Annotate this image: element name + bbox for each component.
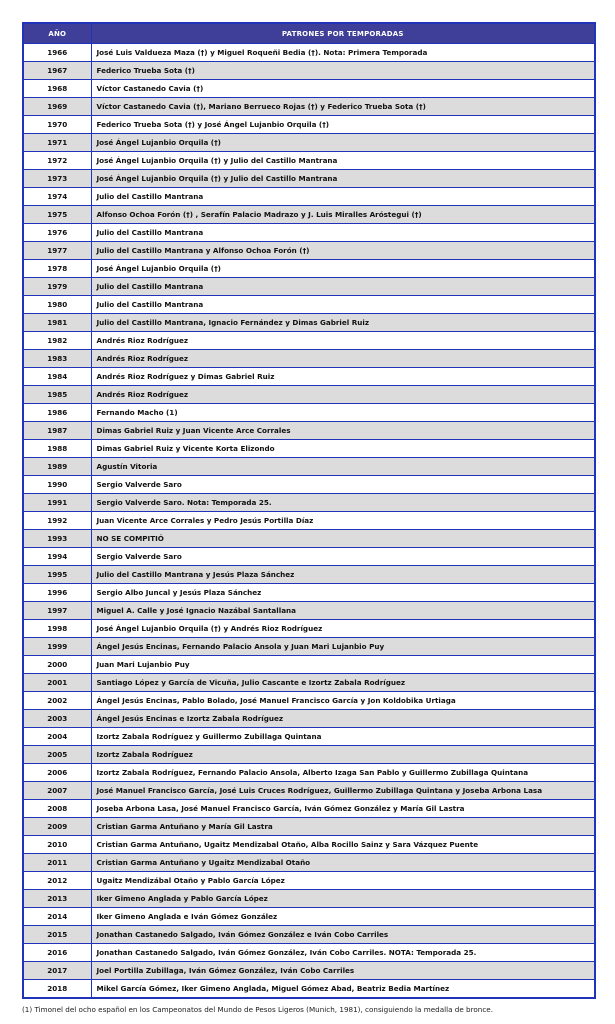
table-row <box>23 152 595 170</box>
table-row <box>23 710 595 728</box>
row-year: 1994 <box>23 548 91 566</box>
table-row <box>23 980 595 999</box>
row-year: 1975 <box>23 206 91 224</box>
row-patrons: Sergio Albo Juncal y Jesús Plaza Sánchez <box>91 584 595 602</box>
row-patrons: Juan Vicente Arce Corrales y Pedro Jesús Portilla Díaz <box>91 512 595 530</box>
table-row <box>23 134 595 152</box>
row-year: 2002 <box>23 692 91 710</box>
row-patrons: Ángel Jesús Encinas, Fernando Palacio Ansola y Juan Mari Lujanbio Puy <box>91 638 595 656</box>
row-year: 1990 <box>23 476 91 494</box>
row-patrons: Julio del Castillo Mantrana <box>91 296 595 314</box>
row-patrons: José Manuel Francisco García, José Luis Cruces Rodríguez, Guillermo Zubillaga Quintana y Joseba Arbona Lasa <box>91 782 595 800</box>
row-patrons: Izortz Zabala Rodríguez <box>91 746 595 764</box>
row-year: 2001 <box>23 674 91 692</box>
row-patrons: Joseba Arbona Lasa, José Manuel Francisco García, Iván Gómez González y María Gil Lastra <box>91 800 595 818</box>
table-row <box>23 296 595 314</box>
table-row <box>23 872 595 890</box>
row-year: 2004 <box>23 728 91 746</box>
row-year: 2000 <box>23 656 91 674</box>
row-year: 2013 <box>23 890 91 908</box>
table-row <box>23 548 595 566</box>
table-row <box>23 350 595 368</box>
row-year: 1979 <box>23 278 91 296</box>
row-patrons: Jonathan Castanedo Salgado, Iván Gómez González, Iván Cobo Carriles. NOTA: Temporada 25. <box>91 944 595 962</box>
row-year: 1985 <box>23 386 91 404</box>
table-row <box>23 476 595 494</box>
table-row <box>23 818 595 836</box>
row-patrons: Dimas Gabriel Ruiz y Juan Vicente Arce Corrales <box>91 422 595 440</box>
row-year: 2018 <box>23 980 91 999</box>
row-year: 1983 <box>23 350 91 368</box>
row-year: 1971 <box>23 134 91 152</box>
row-patrons: Andrés Rioz Rodríguez <box>91 386 595 404</box>
row-year: 2015 <box>23 926 91 944</box>
table-row <box>23 314 595 332</box>
row-year: 1977 <box>23 242 91 260</box>
table-row <box>23 944 595 962</box>
row-year: 1992 <box>23 512 91 530</box>
row-year: 1995 <box>23 566 91 584</box>
table-row <box>23 44 595 62</box>
table-row <box>23 458 595 476</box>
row-year: 1988 <box>23 440 91 458</box>
row-patrons: Ángel Jesús Encinas, Pablo Bolado, José Manuel Francisco García y Jon Koldobika Urtiaga <box>91 692 595 710</box>
row-year: 1980 <box>23 296 91 314</box>
row-patrons: Víctor Castanedo Cavia (†), Mariano Berrueco Rojas (†) y Federico Trueba Sota (†) <box>91 98 595 116</box>
row-patrons: Julio del Castillo Mantrana y Jesús Plaza Sánchez <box>91 566 595 584</box>
row-year: 2005 <box>23 746 91 764</box>
row-patrons: Víctor Castanedo Cavia (†) <box>91 80 595 98</box>
table-row <box>23 206 595 224</box>
row-patrons: José Ángel Lujanbio Orquila (†) <box>91 260 595 278</box>
row-patrons: Federico Trueba Sota (†) <box>91 62 595 80</box>
patrons-table <box>22 22 596 999</box>
row-year: 1973 <box>23 170 91 188</box>
table-row <box>23 908 595 926</box>
table-row <box>23 116 595 134</box>
table-row <box>23 368 595 386</box>
row-patrons: Julio del Castillo Mantrana, Ignacio Fernández y Dimas Gabriel Ruiz <box>91 314 595 332</box>
row-patrons: Andrés Rioz Rodríguez <box>91 350 595 368</box>
row-patrons: Iker Gimeno Anglada y Pablo García López <box>91 890 595 908</box>
row-patrons: Julio del Castillo Mantrana <box>91 188 595 206</box>
row-patrons: José Ángel Lujanbio Orquila (†) y Julio del Castillo Mantrana <box>91 170 595 188</box>
row-year: 1969 <box>23 98 91 116</box>
row-patrons: Cristian Garma Antuñano y Ugaitz Mendizabal Otaño <box>91 854 595 872</box>
table-row <box>23 620 595 638</box>
row-year: 1999 <box>23 638 91 656</box>
row-patrons: Andrés Rioz Rodríguez <box>91 332 595 350</box>
row-patrons: Dimas Gabriel Ruiz y Vicente Korta Elizondo <box>91 440 595 458</box>
row-patrons: Mikel García Gómez, Iker Gimeno Anglada, Miguel Gómez Abad, Beatriz Bedia Martínez <box>91 980 595 999</box>
row-year: 1989 <box>23 458 91 476</box>
row-year: 2014 <box>23 908 91 926</box>
row-patrons: José Ángel Lujanbio Orquila (†) y Julio del Castillo Mantrana <box>91 152 595 170</box>
row-year: 1976 <box>23 224 91 242</box>
row-patrons: NO SE COMPITIÓ <box>91 530 595 548</box>
row-year: 2003 <box>23 710 91 728</box>
table-row <box>23 926 595 944</box>
row-year: 1972 <box>23 152 91 170</box>
table-row <box>23 566 595 584</box>
table-row <box>23 584 595 602</box>
table-row <box>23 332 595 350</box>
table-row <box>23 800 595 818</box>
row-patrons: Cristian Garma Antuñano, Ugaitz Mendizabal Otaño, Alba Rocillo Sainz y Sara Vázquez Puente <box>91 836 595 854</box>
row-year: 1974 <box>23 188 91 206</box>
table-row <box>23 782 595 800</box>
row-patrons: José Ángel Lujanbio Orquila (†) y Andrés Rioz Rodríguez <box>91 620 595 638</box>
row-patrons: Julio del Castillo Mantrana <box>91 224 595 242</box>
header-patrons: PATRONES POR TEMPORADAS <box>91 23 595 44</box>
table-body <box>23 44 595 999</box>
row-year: 2017 <box>23 962 91 980</box>
table-row <box>23 386 595 404</box>
row-year: 2007 <box>23 782 91 800</box>
table-row <box>23 224 595 242</box>
table-row <box>23 764 595 782</box>
table-row <box>23 62 595 80</box>
row-year: 1996 <box>23 584 91 602</box>
table-row <box>23 962 595 980</box>
row-year: 1966 <box>23 44 91 62</box>
table-row <box>23 530 595 548</box>
row-patrons: Juan Mari Lujanbio Puy <box>91 656 595 674</box>
row-year: 1970 <box>23 116 91 134</box>
table-row <box>23 98 595 116</box>
row-year: 1981 <box>23 314 91 332</box>
row-patrons: Jonathan Castanedo Salgado, Iván Gómez González e Iván Cobo Carriles <box>91 926 595 944</box>
row-year: 2012 <box>23 872 91 890</box>
row-patrons: Fernando Macho (1) <box>91 404 595 422</box>
row-year: 2011 <box>23 854 91 872</box>
row-patrons: Cristian Garma Antuñano y María Gil Lastra <box>91 818 595 836</box>
table-row <box>23 746 595 764</box>
row-year: 1997 <box>23 602 91 620</box>
row-patrons: Alfonso Ochoa Forón (†) , Serafín Palacio Madrazo y J. Luis Miralles Aróstegui (†) <box>91 206 595 224</box>
table-header-row <box>23 23 595 44</box>
table-row <box>23 836 595 854</box>
footnote: (1) Timonel del ocho español en los Campeonatos del Mundo de Pesos Ligeros (Munich, 1981), consiguiendo la medalla de bronce. <box>22 1005 494 1014</box>
row-year: 1968 <box>23 80 91 98</box>
row-year: 1991 <box>23 494 91 512</box>
table-row <box>23 692 595 710</box>
row-year: 1967 <box>23 62 91 80</box>
row-year: 2016 <box>23 944 91 962</box>
patrons-table-container <box>22 22 594 999</box>
row-patrons: Izortz Zabala Rodríguez, Fernando Palacio Ansola, Alberto Izaga San Pablo y Guillermo Zubillaga Quintana <box>91 764 595 782</box>
row-patrons: Joel Portilla Zubillaga, Iván Gómez González, Iván Cobo Carriles <box>91 962 595 980</box>
table-row <box>23 674 595 692</box>
row-patrons: Izortz Zabala Rodríguez y Guillermo Zubillaga Quintana <box>91 728 595 746</box>
row-patrons: Andrés Rioz Rodríguez y Dimas Gabriel Ruiz <box>91 368 595 386</box>
table-row <box>23 80 595 98</box>
table-row <box>23 404 595 422</box>
row-year: 2008 <box>23 800 91 818</box>
table-row <box>23 656 595 674</box>
row-patrons: José Ángel Lujanbio Orquila (†) <box>91 134 595 152</box>
row-year: 1998 <box>23 620 91 638</box>
table-row <box>23 638 595 656</box>
table-row <box>23 440 595 458</box>
row-patrons: Sergio Valverde Saro <box>91 476 595 494</box>
table-row <box>23 512 595 530</box>
row-year: 1978 <box>23 260 91 278</box>
row-year: 1987 <box>23 422 91 440</box>
row-year: 1993 <box>23 530 91 548</box>
row-year: 1984 <box>23 368 91 386</box>
row-year: 2010 <box>23 836 91 854</box>
table-row <box>23 188 595 206</box>
row-patrons: Julio del Castillo Mantrana <box>91 278 595 296</box>
row-year: 1986 <box>23 404 91 422</box>
row-year: 2006 <box>23 764 91 782</box>
row-patrons: Agustín Vitoria <box>91 458 595 476</box>
table-row <box>23 728 595 746</box>
table-row <box>23 242 595 260</box>
row-patrons: Iker Gimeno Anglada e Iván Gómez González <box>91 908 595 926</box>
table-row <box>23 602 595 620</box>
header-year: AÑO <box>23 23 91 44</box>
row-patrons: José Luis Valdueza Maza (†) y Miguel Roqueñi Bedia (†). Nota: Primera Temporada <box>91 44 595 62</box>
table-row <box>23 170 595 188</box>
row-year: 2009 <box>23 818 91 836</box>
table-row <box>23 422 595 440</box>
row-patrons: Julio del Castillo Mantrana y Alfonso Ochoa Forón (†) <box>91 242 595 260</box>
row-patrons: Sergio Valverde Saro <box>91 548 595 566</box>
table-row <box>23 890 595 908</box>
row-patrons: Miguel A. Calle y José Ignacio Nazábal Santallana <box>91 602 595 620</box>
row-patrons: Federico Trueba Sota (†) y José Ángel Lujanbio Orquila (†) <box>91 116 595 134</box>
row-patrons: Ángel Jesús Encinas e Izortz Zabala Rodríguez <box>91 710 595 728</box>
row-patrons: Santiago López y García de Vicuña, Julio Cascante e Izortz Zabala Rodríguez <box>91 674 595 692</box>
table-row <box>23 260 595 278</box>
table-row <box>23 278 595 296</box>
table-row <box>23 494 595 512</box>
row-patrons: Sergio Valverde Saro. Nota: Temporada 25. <box>91 494 595 512</box>
row-year: 1982 <box>23 332 91 350</box>
row-patrons: Ugaitz Mendizábal Otaño y Pablo García López <box>91 872 595 890</box>
table-row <box>23 854 595 872</box>
